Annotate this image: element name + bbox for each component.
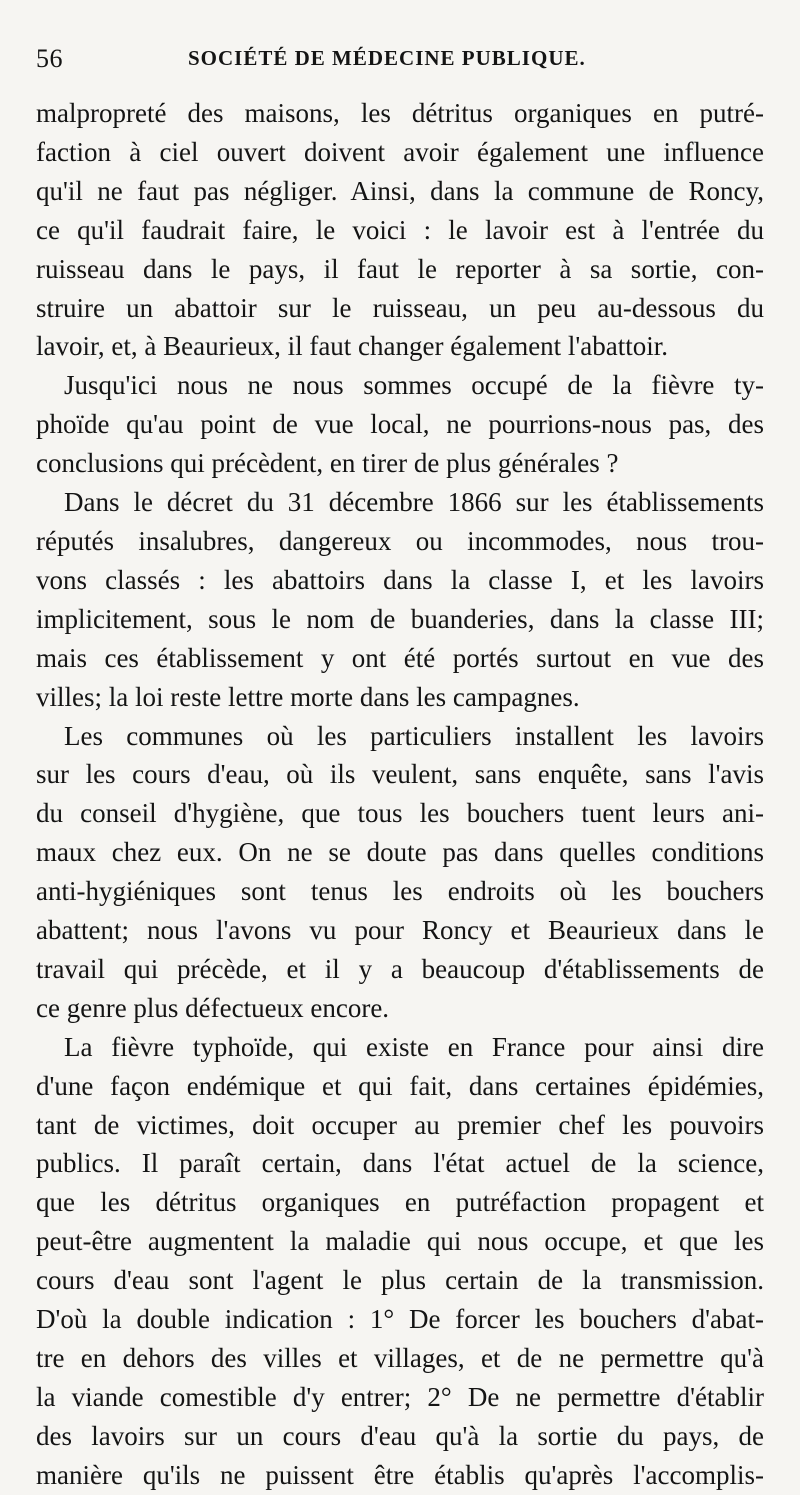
text-line: phoïde qu'au point de vue local, ne pourrions-nous pas, des [36,409,764,440]
text-line: anti-hygiéniques sont tenus les endroits où les bouchers [36,876,764,907]
page-number: 56 [36,44,63,73]
text-line: peut-être augmentent la maladie qui nous occupe, et que les [36,1226,764,1257]
text-line: réputés insalubres, dangereux ou incommodes, nous trou- [36,525,764,556]
text-line: sur les cours d'eau, où ils veulent, sans enquête, sans l'avis [36,759,764,790]
text-line: Dans le décret du 31 décembre 1866 sur les établissements [64,487,764,518]
running-head [36,38,764,80]
text-line: ce qu'il faudrait faire, le voici : le lavoir est à l'entrée du [36,214,764,245]
text-line: malpropreté des maisons, les détritus organiques en putré- [36,98,764,128]
paragraph [36,483,764,716]
text-line: tre en dehors des villes et villages, et de ne permettre qu'à [36,1343,764,1373]
text-line: maux chez eux. On ne se doute pas dans quelles conditions [36,837,764,868]
text-line: tant de victimes, doit occuper au premier chef les pouvoirs [36,1109,764,1140]
paragraph [36,94,764,366]
text-line: que les détritus organiques en putréfaction propagent et [36,1187,764,1218]
text-line: d'une façon endémique et qui fait, dans certaines épidémies, [36,1070,764,1101]
paragraph [36,717,764,1028]
text-line: D'où la double indication : 1° De forcer les bouchers d'abat- [36,1304,764,1335]
text-line: vons classés : les abattoirs dans la classe I, et les lavoirs [36,564,764,595]
text-line: abattent; nous l'avons vu pour Roncy et Beaurieux dans le [36,915,764,946]
text-line: du conseil d'hygiène, que tous les bouchers tuent leurs ani- [36,798,764,829]
text-line: cours d'eau sont l'agent le plus certain de la transmission. [36,1265,764,1296]
text-line: manière qu'ils ne puissent être établis qu'après l'accomplis- [36,1459,764,1490]
text-line: la viande comestible d'y entrer; 2° De ne permettre d'établir [36,1381,764,1412]
text-line: conclusions qui précèdent, en tirer de plus générales ? [36,448,619,479]
text-line: ruisseau dans le pays, il faut le reporter à sa sortie, con- [36,253,764,284]
text-line: faction à ciel ouvert doivent avoir également une influence [36,136,764,167]
paragraph [36,366,764,483]
text-line: Les communes où les particuliers installent les lavoirs [64,720,764,751]
text-line: ce genre plus défectueux encore. [36,992,390,1023]
text-line: struire un abattoir sur le ruisseau, un peu au-dessous du [36,292,764,323]
text-line: La fièvre typhoïde, qui existe en France pour ainsi dire [64,1031,764,1062]
text-line: lavoir, et, à Beaurieux, il faut changer également l'abattoir. [36,331,669,362]
paragraph [36,1028,764,1495]
text-line: villes; la loi reste lettre morte dans les campagnes. [36,681,580,712]
text-line: publics. Il paraît certain, dans l'état actuel de la science, [36,1148,764,1179]
text-line: qu'il ne faut pas négliger. Ainsi, dans la commune de Roncy, [36,175,764,206]
text-line: travail qui précède, et il y a beaucoup d'établissements de [36,953,764,984]
journal-title: SOCIÉTÉ DE MÉDECINE PUBLIQUE. [188,46,586,70]
text-line: mais ces établissement y ont été portés surtout en vue des [36,642,764,673]
text-line: des lavoirs sur un cours d'eau qu'à la sortie du pays, de [36,1420,764,1451]
text-line: implicitement, sous le nom de buanderies, dans la classe III; [36,603,764,634]
text-line: Jusqu'ici nous ne nous sommes occupé de la fièvre ty- [64,370,764,401]
body-text [36,94,764,1495]
